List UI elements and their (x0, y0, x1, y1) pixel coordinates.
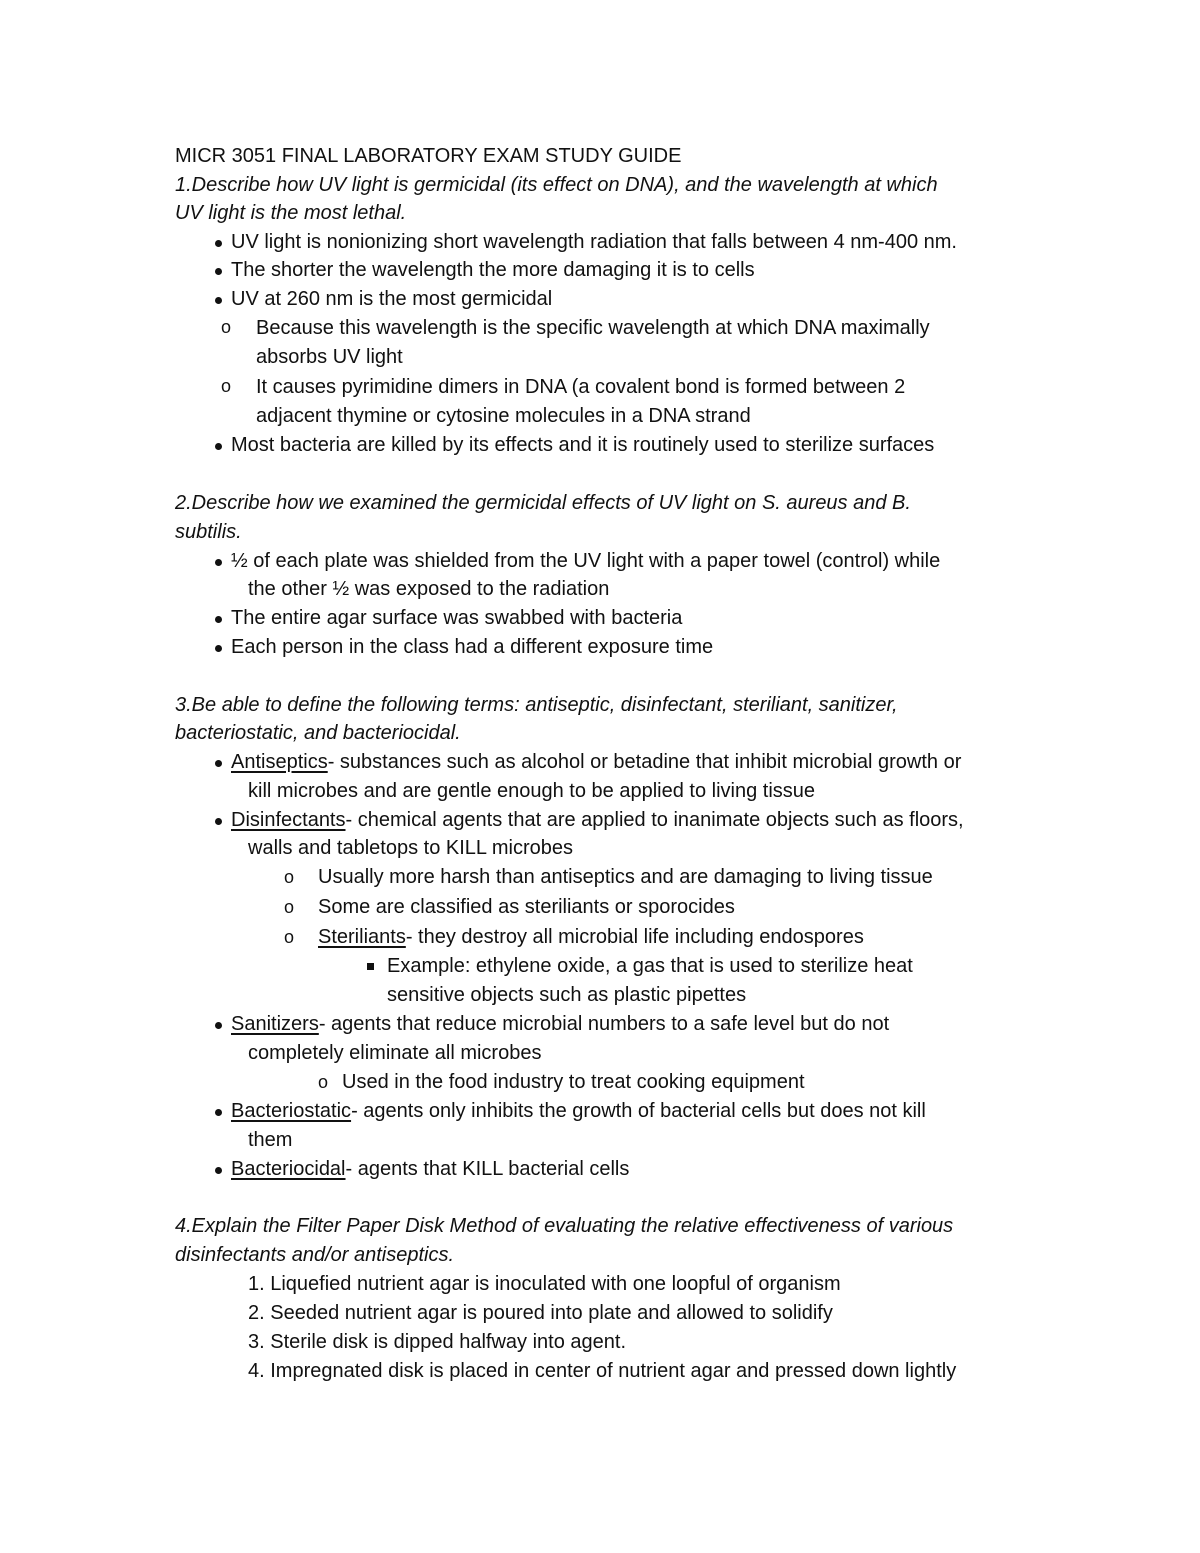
definition-text: - chemical agents that are applied to inanimate objects such as floors, (345, 809, 964, 831)
bullet-icon (215, 645, 222, 652)
open-circle-bullet-icon: o (284, 897, 295, 917)
list-item-continued: walls and tabletops to KILL microbes (248, 837, 573, 859)
question-3-line-2: bacteriostatic, and bacteriocidal. (175, 722, 461, 744)
open-circle-bullet-icon: o (284, 927, 295, 947)
term-definition-steriliants (318, 925, 864, 949)
sub-list-item: Because this wavelength is the specific wavelength at which DNA maximally (256, 317, 930, 339)
bullet-icon (215, 1109, 222, 1116)
list-item: The shorter the wavelength the more damaging it is to cells (231, 259, 755, 281)
term-definition-disinfectants (231, 808, 964, 832)
term-definition-sanitizers (231, 1012, 889, 1036)
bullet-icon (215, 297, 222, 304)
term-definition-bacteriocidal (231, 1157, 629, 1181)
open-circle-bullet-icon: o (221, 317, 232, 337)
list-item: Each person in the class had a different exposure time (231, 636, 714, 658)
question-2-line-1: 2.Describe how we examined the germicidal effects of UV light on S. aureus and B. (175, 492, 911, 514)
bullet-icon (215, 760, 222, 767)
open-circle-bullet-icon: o (318, 1072, 329, 1092)
list-item-continued: completely eliminate all microbes (248, 1042, 542, 1064)
term-sanitizers: Sanitizers (231, 1013, 319, 1035)
bullet-icon (215, 1022, 222, 1029)
list-item: The entire agar surface was swabbed with bacteria (231, 607, 683, 629)
open-circle-bullet-icon: o (221, 376, 232, 396)
sub-list-item-continued: adjacent thymine or cytosine molecules in a DNA strand (256, 405, 751, 427)
numbered-step: 2. Seeded nutrient agar is poured into plate and allowed to solidify (248, 1302, 833, 1324)
bullet-icon (215, 616, 222, 623)
bullet-icon (215, 268, 222, 275)
definition-text: - agents only inhibits the growth of bacterial cells but does not kill (351, 1100, 926, 1122)
sub-sub-list-item: Example: ethylene oxide, a gas that is used to sterilize heat (387, 955, 913, 977)
definition-text: - agents that reduce microbial numbers to a safe level but do not (318, 1013, 890, 1035)
sub-list-item: Usually more harsh than antiseptics and are damaging to living tissue (318, 866, 933, 888)
term-definition-antiseptics (231, 750, 961, 774)
list-item-continued: the other ½ was exposed to the radiation (248, 578, 610, 600)
list-item: UV light is nonionizing short wavelength radiation that falls between 4 nm-400 nm. (231, 231, 957, 253)
term-disinfectants: Disinfectants (231, 809, 346, 831)
definition-text: - substances such as alcohol or betadine that inhibit microbial growth or (327, 751, 962, 773)
question-1-line-1: 1.Describe how UV light is germicidal (its effect on DNA), and the wavelength at which (175, 174, 938, 196)
question-1-line-2: UV light is the most lethal. (175, 202, 407, 224)
numbered-step: 4. Impregnated disk is placed in center of nutrient agar and pressed down lightly (248, 1360, 957, 1382)
bullet-icon (215, 443, 222, 450)
bullet-icon (215, 1167, 222, 1174)
bullet-icon (215, 559, 222, 566)
question-2-line-2: subtilis. (175, 521, 242, 543)
list-item: ½ of each plate was shielded from the UV light with a paper towel (control) while (231, 550, 941, 572)
bullet-icon (215, 818, 222, 825)
list-item: UV at 260 nm is the most germicidal (231, 288, 553, 310)
sub-list-item: Used in the food industry to treat cooking equipment (342, 1071, 805, 1093)
list-item-continued: kill microbes and are gentle enough to be applied to living tissue (248, 780, 816, 802)
question-4-line-2: disinfectants and/or antiseptics. (175, 1244, 455, 1266)
square-bullet-icon (367, 963, 374, 970)
sub-list-item: Some are classified as steriliants or sporocides (318, 896, 735, 918)
sub-sub-list-item-continued: sensitive objects such as plastic pipettes (387, 984, 747, 1006)
term-antiseptics: Antiseptics (231, 751, 328, 773)
list-item: Most bacteria are killed by its effects and it is routinely used to sterilize surfaces (231, 434, 935, 456)
term-steriliants: Steriliants (318, 926, 406, 948)
sub-list-item-continued: absorbs UV light (256, 346, 403, 368)
term-bacteriocidal: Bacteriocidal (231, 1158, 346, 1180)
question-4-line-1: 4.Explain the Filter Paper Disk Method of evaluating the relative effectiveness of various (175, 1215, 954, 1237)
list-item-continued: them (248, 1129, 293, 1151)
term-bacteriostatic: Bacteriostatic (231, 1100, 352, 1122)
numbered-step: 3. Sterile disk is dipped halfway into agent. (248, 1331, 626, 1353)
sub-list-item: It causes pyrimidine dimers in DNA (a covalent bond is formed between 2 (256, 376, 906, 398)
term-definition-bacteriostatic (231, 1099, 926, 1123)
page-title: MICR 3051 FINAL LABORATORY EXAM STUDY GUIDE (175, 145, 682, 167)
definition-text: - agents that KILL bacterial cells (345, 1158, 630, 1180)
bullet-icon (215, 240, 222, 247)
open-circle-bullet-icon: o (284, 867, 295, 887)
numbered-step: 1. Liquefied nutrient agar is inoculated with one loopful of organism (248, 1273, 841, 1295)
question-3-line-1: 3.Be able to define the following terms: antiseptic, disinfectant, steriliant, sanitizer, (175, 694, 898, 716)
definition-text: - they destroy all microbial life including endospores (405, 926, 864, 948)
